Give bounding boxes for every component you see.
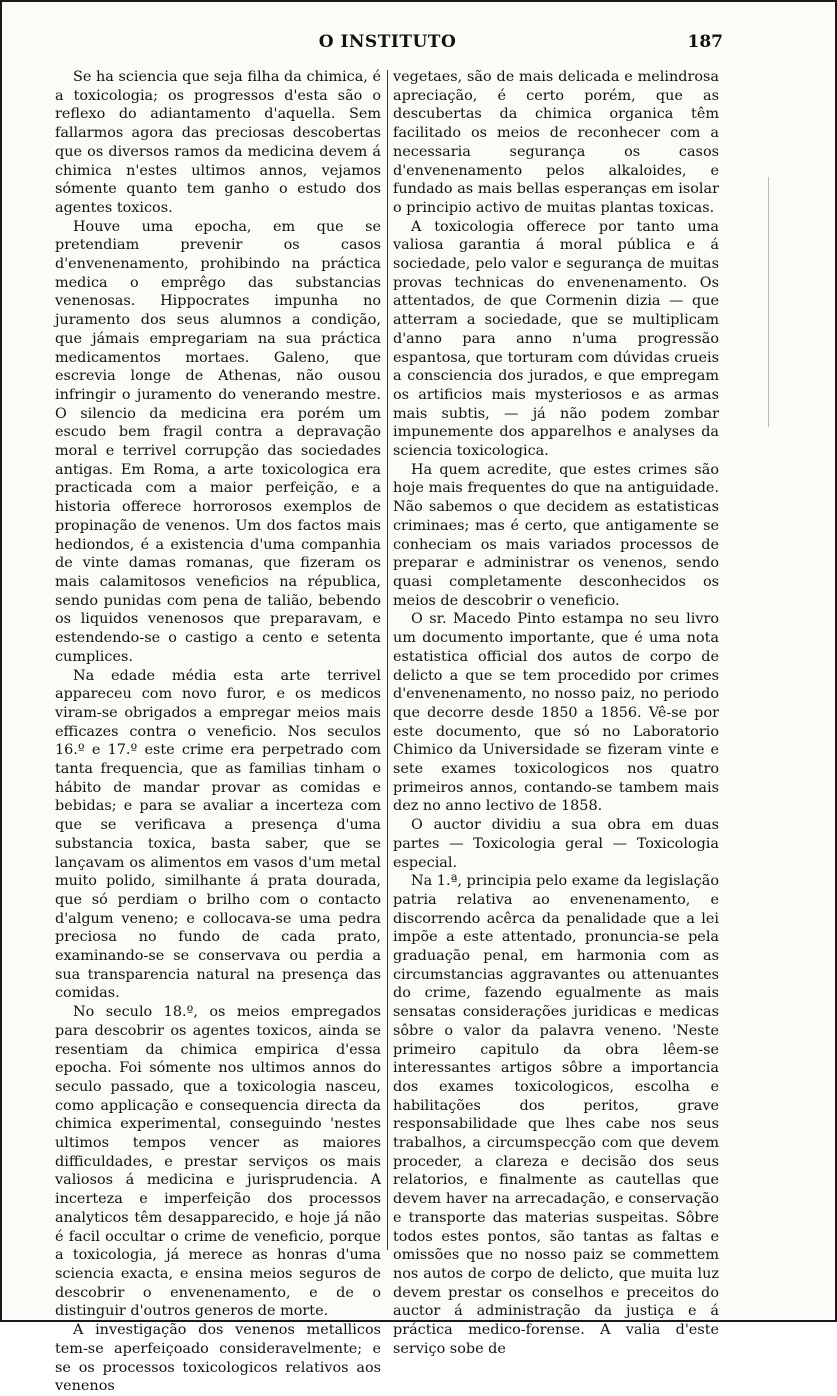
scan-margin-line: [768, 177, 769, 427]
paragraph: Se ha sciencia que seja filha da chimica, é a toxicologia; os progressos d'esta são o reflexo do adiantamento d'aquella. Sem fallarmos agora das preciosas descobertas que os diversos ramos da medicina devem á chimica n'estes ultimos annos, vejamos sómente quanto tem ganho o estudo dos agentes toxicos.: [55, 69, 381, 216]
column-divider: [387, 70, 388, 1250]
paragraph: O sr. Macedo Pinto estampa no seu livro um documento importante, que é uma nota estatistica official dos autos de corpo de delicto a que se tem procedido por crimes d'envenenamento, no nosso paiz, no periodo que decorre desde 1850 a 1856. Vê-se por este documento, que só no Laboratorio Chimico da Universidade se fizeram vinte e sete exames toxicologicos nos quatro primeiros annos, contando-se tambem mais dez no anno lectivo de 1858.: [393, 611, 719, 815]
paragraph: Ha quem acredite, que estes crimes são hoje mais frequentes do que na antiguidade. Não sabemos o que decidem as estatisticas criminaes; mas é certo, que antigamente se conheciam os mais variados processos de preparar e administrar os venenos, sendo quasi completamente desconhecidos os meios de descobrir o veneficio.: [393, 461, 719, 609]
two-column-body: [55, 68, 719, 1395]
paragraph-continuation: vegetaes, são de mais delicada e melindrosa apreciação, é certo porém, que as descubertas da chimica organica têm facilitado os meios de reconhecer com a necessaria segurança os casos d'envenenamento pelos alkaloides, e fundado as mais bellas esperanças em isolar o principio activo de muitas plantas toxicas.: [393, 69, 719, 216]
paragraph: A toxicologia offerece por tanto uma valiosa garantia á moral pública e á sociedade, pelo valor e segurança de muitas provas technicas do envenenamento. Os attentados, de que Cormenin dizia — que atterram a sociedade, que se multiplicam d'anno para anno n'uma progressão espantosa, que torturam com dúvidas crueis a consciencia dos jurados, e que empregam os artificios mais mysteriosos e as armas mais subtis, — já não podem zombar impunemente dos apparelhos e analyses da sciencia toxicologica.: [393, 218, 719, 460]
paragraph: Na 1.ª, principia pelo exame da legislação patria relativa ao envenenamento, e discorrendo acêrca da penalidade que a lei impõe a este attentado, pronuncia-se pela graduação penal, em harmonia com as circumstancias aggravantes ou attenuantes do crime, fazendo egualmente as mais sensatas considerações juridicas e medicas sôbre o valor da palavra veneno. 'Neste primeiro capitulo da obra lêem-se interessantes artigos sôbre a importancia dos exames toxicologicos, escolha e habilitações dos peritos, grave responsabilidade que lhes cabe nos seus trabalhos, a circumspecção com que devem proceder, a clareza e decisão dos seus relatorios, e finalmente as cautellas que devem haver na arrecadação, e conservação e transporte das materias suspeitas. Sôbre todos estes pontos, são tantas as faltas e omissões que no nosso paiz se commettem nos autos de corpo de delicto, que muita luz devem prestar os conselhos e preceitos do auctor á administração da justiça e á práctica medico-forense. A valia d'este serviço sobe de: [393, 873, 719, 1357]
page-number: 187: [687, 32, 723, 52]
running-title: O INSTITUTO: [318, 32, 457, 52]
paragraph: A investigação dos venenos metallicos tem-se aperfeiçoado consideravelmente; e se os processos toxicologicos relativos aos venenos: [55, 1322, 381, 1395]
right-column: [393, 68, 719, 1359]
paragraph: O auctor dividiu a sua obra em duas partes — Toxicologia geral — Toxicologia especial.: [393, 817, 719, 871]
paragraph: Na edade média esta arte terrivel appareceu com novo furor, e os medicos viram-se obrigados a empregar meios mais efficazes contra o veneficio. Nos seculos 16.º e 17.º este crime era perpetrado com tanta frequencia, que as familias tinham o hábito de mandar provar as comidas e bebidas; e para se avaliar a incerteza com que se verificava a presença d'uma substancia toxica, basta saber, que se lançavam os alimentos em vasos d'um metal muito polido, similhante á prata dourada, que só perdiam o brilho com o contacto d'algum veneno; e collocava-se uma pedra preciosa no fundo de cada prato, examinando-se se conservava ou perdia a sua transparencia natural na presença das comidas.: [55, 667, 381, 1002]
paragraph: No seculo 18.º, os meios empregados para descobrir os agentes toxicos, ainda se resentiam da chimica empirica d'essa epocha. Foi sómente nos ultimos annos do seculo passado, que a toxicologia nasceu, como applicação e consequencia directa da chimica experimental, conseguindo 'nestes ultimos tempos vencer as maiores difficuldades, e prestar serviços os mais valiosos á medicina e jurisprudencia. A incerteza e imperfeição dos processos analyticos têm desapparecido, e hoje já não é facil occultar o crime de veneficio, porque a toxicologia, já merece as honras d'uma sciencia exacta, e ensina meios seguros de descobrir o envenenamento, e de o distinguir d'outros generos de morte.: [55, 1004, 381, 1320]
paragraph: Houve uma epocha, em que se pretendiam prevenir os casos d'envenenamento, prohibindo na práctica medica o emprêgo das substancias venenosas. Hippocrates impunha no juramento dos seus alumnos a condição, que jámais empregariam na sua práctica medicamentos mortaes. Galeno, que escrevia longe de Athenas, não ousou infringir o juramento do venerando mestre. O silencio da medicina era porém um escudo bem fragil contra a depravação moral e terrivel corrupção das sociedades antigas. Em Roma, a arte toxicologica era practicada com a maior perfeição, e a historia offerece horrorosos exemplos de propinação de venenos. Um dos factos mais hediondos, é a existencia d'uma companhia de vinte damas romanas, que fizeram os mais calamitosos veneficios na républica, sendo punidas com pena de talião, bebendo os liquidos venenosos que preparavam, e estendendo-se o castigo a cento e setenta cumplices.: [55, 218, 381, 665]
page-header: [52, 32, 723, 56]
left-column: [55, 68, 381, 1396]
